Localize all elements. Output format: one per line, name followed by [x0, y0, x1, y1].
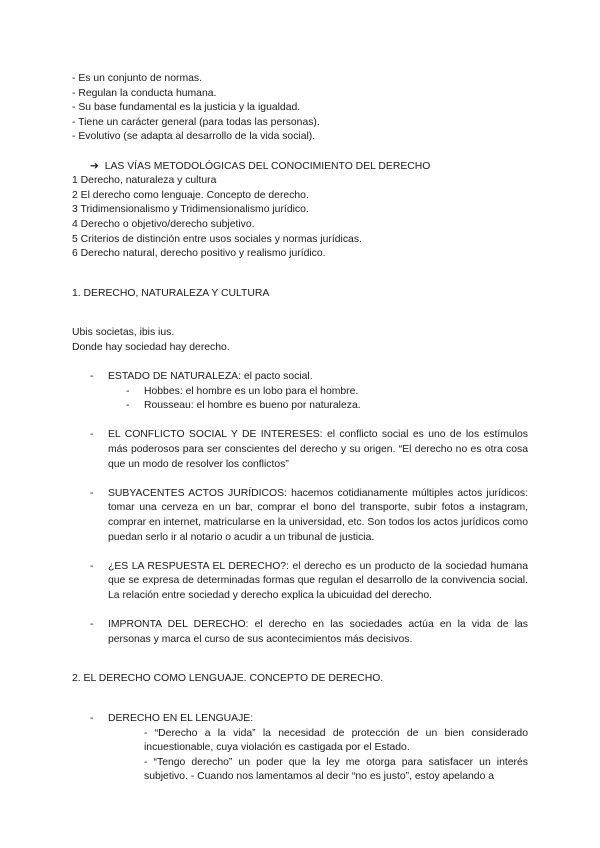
intro-list-item: - Su base fundamental es la justicia y la igualdad.: [72, 102, 301, 114]
section1-item-text: IMPRONTA DEL DERECHO: el derecho en las sociedades actúa en la vida de las personas y marca el curso de sus acontecimientos más decisivos.: [108, 619, 528, 645]
estado-subitem: [72, 385, 528, 400]
section1-item: [72, 428, 528, 472]
intro-list-item: - Regulan la conducta humana.: [72, 87, 217, 99]
bullet-dash: -: [90, 487, 94, 499]
bullet-dash: -: [90, 371, 94, 383]
section1-item-text: SUBYACENTES ACTOS JURÍDICOS: hacemos cotidianamente múltiples actos jurídicos: tomar una cerveza en un bar, comprar el bono del transporte, subir fotos a instagram, comprar en internet, matricularse en la universidad, etc. Son todos los actos jurídicos como puedan serlo ir al notario o acudir a un tribunal de justicia.: [108, 487, 528, 543]
intro-list-item: - Tiene un carácter general (para todas las personas).: [72, 116, 320, 128]
estado-subitem-text: Hobbes: el hombre es un lobo para el hombre.: [144, 385, 359, 397]
section1-item-text: EL CONFLICTO SOCIAL Y DE INTERESES: el conflicto social es uno de los estímulos más poderosos para ser conscientes del derecho y su origen. “El derecho no es otra cosa que un modo de resolver los conflictos”: [108, 429, 528, 470]
quote-latin: Ubis societas, ibis ius.: [72, 327, 175, 339]
arrow-icon: ➔: [90, 160, 99, 172]
section1-heading: 1. DERECHO, NATURALEZA Y CULTURA: [72, 287, 270, 299]
vias-heading: [72, 160, 528, 175]
bullet-dash: -: [90, 619, 94, 631]
quote-spanish: Donde hay sociedad hay derecho.: [72, 341, 230, 353]
bullet-dash: -: [90, 560, 94, 572]
vias-item: 3 Tridimensionalismo y Tridimensionalismo jurídico.: [72, 204, 309, 216]
section2-item-text: DERECHO EN EL LENGUAJE:: [108, 712, 254, 724]
section1-item: [72, 487, 528, 545]
section1-item-estado: [72, 370, 528, 385]
section1-item: [72, 618, 528, 647]
section1-item: [72, 560, 528, 604]
bullet-dash: -: [90, 429, 94, 441]
section1-item-text: ¿ES LA RESPUESTA EL DERECHO?: el derecho es un producto de la sociedad humana que se expresa de determinadas formas que regulan el desarrollo de la convivencia social. La relación entre sociedad y derecho explica la ubicuidad del derecho.: [108, 560, 528, 601]
vias-item: 2 El derecho como lenguaje. Concepto de derecho.: [72, 189, 309, 201]
section2-item-lenguaje: [72, 712, 528, 727]
lenguaje-paragraph: - “Tengo derecho” un poder que la ley me otorga para satisfacer un interés subjetivo. - Cuando nos lamentamos al decir “no es justo”, estoy apelando a: [144, 756, 528, 783]
vias-item: 4 Derecho o objetivo/derecho subjetivo.: [72, 218, 255, 230]
vias-item: 1 Derecho, naturaleza y cultura: [72, 175, 217, 187]
estado-subitem-text: Rousseau: el hombre es bueno por naturaleza.: [144, 400, 361, 412]
section1-item-text: ESTADO DE NATURALEZA: el pacto social.: [108, 371, 313, 383]
vias-list: [72, 174, 528, 262]
intro-list-item: - Es un conjunto de normas.: [72, 73, 202, 84]
vias-item: 5 Criterios de distinción entre usos sociales y normas jurídicas.: [72, 233, 362, 245]
estado-subitem: [72, 399, 528, 414]
lenguaje-paragraph: - “Derecho a la vida” la necesidad de protección de un bien considerado incuestionable, cuya violación es castigada por el Estado.: [144, 727, 528, 754]
vias-title: LAS VÍAS METODOLÓGICAS DEL CONOCIMIENTO DEL DERECHO: [104, 160, 431, 172]
bullet-dash: -: [126, 385, 130, 397]
bullet-dash: -: [126, 400, 130, 412]
document-page: [72, 72, 528, 785]
intro-list-item: - Evolutivo (se adapta al desarrollo de la vida social).: [72, 131, 316, 143]
intro-list: [72, 72, 528, 145]
bullet-dash: -: [90, 712, 94, 724]
section2-heading: 2. EL DERECHO COMO LENGUAJE. CONCEPTO DE DERECHO.: [72, 673, 384, 685]
vias-item: 6 Derecho natural, derecho positivo y realismo jurídico.: [72, 248, 326, 260]
